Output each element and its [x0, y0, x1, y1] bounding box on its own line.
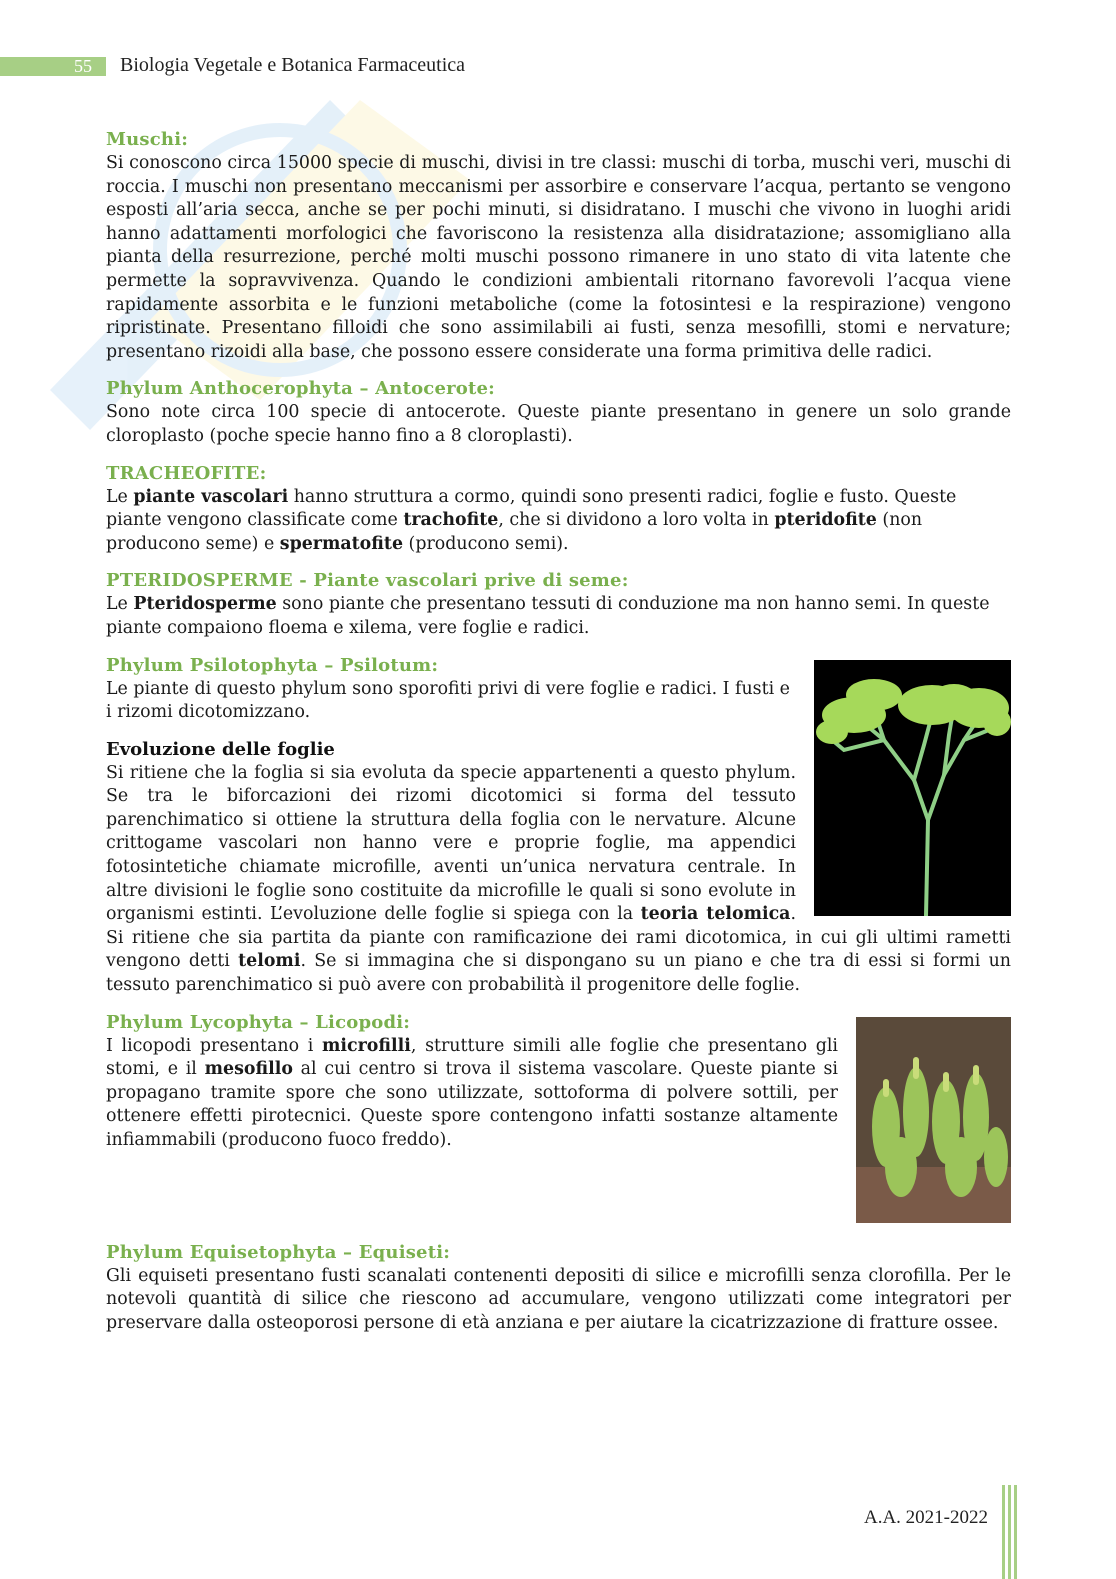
term-microfilli: microfilli: [322, 1035, 411, 1056]
footer-decoration: [1002, 1485, 1020, 1579]
term-teoria-telomica: teoria telomica: [640, 904, 791, 925]
section-tracheofite: [106, 462, 1011, 557]
page-content: [106, 128, 1011, 1335]
paragraph-muschi: Si conoscono circa 15000 specie di muschi, divisi in tre classi: muschi di torba, muschi veri, muschi di roccia. I muschi non presentano meccanismi per assorbire e conservare l’acqua, pertanto se vengono esposti all’aria secca, anche se per pochi minuti, si disidratano. I muschi che vivono in luoghi aridi hanno adattamenti morfologici che favoriscono la resistenza alla disidratazione; assomigliano alla pianta della resurrezione, perché molti muschi possono rimanere in uno stato di vita latente che permette la sopravvivenza. Quando le condizioni ambientali ritornano favorevoli l’acqua viene rapidamente assorbita e le funzioni metaboliche (come la fotosintesi e la respirazione) vengono ripristinate. Presentano filloidi che sono assimilabili ai fusti, senza mesofilli, stomi e nervature; presentano rizoidi alla base, che possono essere considerate una forma primitiva delle radici.: [106, 153, 1011, 362]
heading-muschi: Muschi:: [106, 129, 189, 150]
paragraph-equiseti: Gli equiseti presentano fusti scanalati contenenti depositi di silice e microfilli senza clorofilla. Per le notevoli quantità di silice che riescono ad accumulare, vengono utilizzati come integratori per preservare dalla osteoporosi persone di età anziana e per aiutare la cicatrizzazione di fratture ossee.: [106, 1265, 1011, 1333]
heading-evoluzione-foglie: Evoluzione delle foglie: [106, 738, 335, 760]
psilotum-photo: [814, 660, 1011, 916]
term-trachofite: trachofite: [403, 510, 499, 531]
section-pteridosperme: [106, 569, 1011, 640]
paragraph-evoluzione-foglie: Si ritiene che la foglia si sia evoluta da specie appartenenti a questo phylum. Se tra le biforcazioni dei rizomi dicotomici si forma del tessuto parenchimatico si ottiene la struttura della foglia con le nervature. Alcune crittogame vascolari non hanno vere e proprie foglie, ma appendici fotosintetiche chiamate microfille, aventi un’unica nervatura centrale. In altre divisioni le foglie sono costituite da microfille le quali si sono evolute in organismi estinti. L’evoluzione delle foglie si spiega con la teoria telomica. Si ritiene che sia partita da piante con ramificazione dei rami dicotomica, in cui gli ultimi rametti vengono detti telomi. Se si immagina che si dispongano su un piano e che tra di essi si formi un tessuto parenchimatico si può avere con probabilità il progenitore delle foglie.: [106, 762, 1011, 996]
paragraph-antocerote: Sono note circa 100 specie di antocerote. Queste piante presentano in genere un solo grande cloroplasto (poche specie hanno fino a 8 cloroplasti).: [106, 402, 1011, 446]
heading-pteridosperme: PTERIDOSPERME - Piante vascolari prive di seme:: [106, 570, 629, 592]
heading-antocerote: Phylum Anthocerophyta – Antocerote:: [106, 378, 496, 400]
licopodi-photo: [856, 1017, 1011, 1223]
heading-psilotum: Phylum Psilotophyta – Psilotum:: [106, 654, 439, 676]
term-piante-vascolari: piante vascolari: [133, 486, 289, 507]
page-number: 55: [0, 57, 106, 76]
paragraph-licopodi: I licopodi presentano i microfilli, strutture simili alle foglie che presentano gli stomi, e il mesofillo al cui centro si trova il sistema vascolare. Queste piante si propagano tramite spore che sono utilizzate, sottoforma di polvere sottili, per ottenere effetti pirotecnici. Queste spore contengono infatti sostanze altamente infiammabili (producono fuoco freddo).: [106, 1035, 838, 1150]
term-pteridofite: pteridofite: [774, 510, 877, 531]
paragraph-tracheofite: Le piante vascolari hanno struttura a cormo, quindi sono presenti radici, foglie e fusto. Queste piante vengono classificate come trachofite, che si dividono a loro volta in pteridofite (non producono seme) e spermatofite (producono semi).: [106, 486, 957, 554]
term-spermatofite: spermatofite: [279, 533, 404, 554]
paragraph-psilotum: Le piante di questo phylum sono sporofiti privi di vere foglie e radici. I fusti e i rizomi dicotomizzano.: [106, 678, 790, 723]
section-equiseti: [106, 1241, 1011, 1336]
term-mesofillo: mesofillo: [204, 1059, 293, 1080]
section-antocerote: [106, 377, 1011, 448]
footer-academic-year: A.A. 2021-2022: [863, 1507, 988, 1528]
heading-licopodi: Phylum Lycophyta – Licopodi:: [106, 1011, 411, 1033]
term-telomi: telomi: [238, 951, 301, 972]
section-psilotum: [106, 654, 1011, 998]
section-muschi: [106, 128, 1011, 364]
heading-tracheofite: TRACHEOFITE:: [106, 462, 267, 484]
paragraph-pteridosperme: Le Pteridosperme sono piante che presentano tessuti di conduzione ma non hanno semi. In queste piante compaiono floema e xilema, vere foglie e radici.: [106, 594, 990, 638]
section-licopodi: [106, 1011, 1011, 1153]
heading-equiseti: Phylum Equisetophyta – Equiseti:: [106, 1241, 451, 1263]
term-pteridosperme: Pteridosperme: [133, 594, 277, 615]
running-title: Biologia Vegetale e Botanica Farmaceutica: [120, 54, 466, 76]
